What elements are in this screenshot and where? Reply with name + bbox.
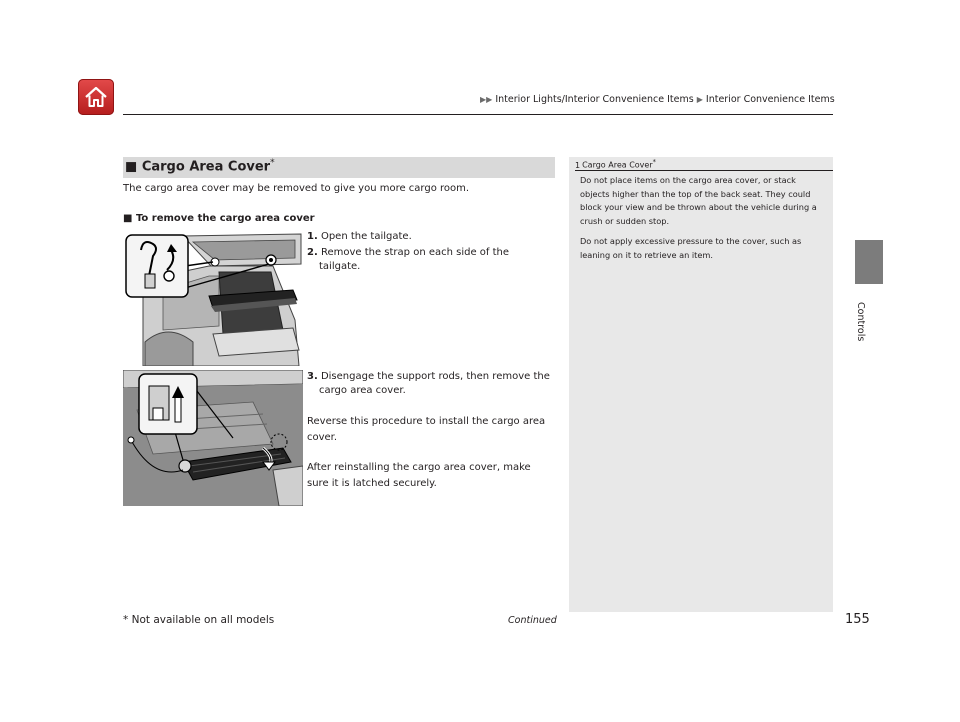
section-title — [125, 158, 275, 174]
step-number: 1. — [307, 231, 318, 242]
tailgate-strap-illustration — [123, 230, 303, 366]
section-title-mark: * — [270, 158, 275, 168]
note-heading — [575, 158, 833, 170]
intro-text: The cargo area cover may be removed to give you more cargo room. — [123, 183, 470, 194]
steps-group-1 — [307, 230, 552, 276]
breadcrumb-arrow-icon: ▶▶ — [480, 95, 493, 104]
note-paragraph: Do not apply excessive pressure to the cover, such as leaning on it to retrieve an item. — [580, 236, 802, 260]
home-button[interactable] — [78, 79, 114, 115]
chapter-tab-marker — [855, 240, 883, 284]
chapter-tab-label[interactable]: Controls — [855, 302, 866, 342]
subheading-text: To remove the cargo area cover — [135, 213, 315, 224]
home-icon — [83, 84, 109, 110]
continued-label: Continued — [508, 615, 557, 626]
steps-group-2 — [307, 370, 552, 400]
step-2 — [307, 246, 552, 274]
breadcrumb-current: Interior Convenience Items — [705, 94, 835, 105]
note-title[interactable]: Cargo Area Cover — [582, 160, 653, 170]
subheading — [123, 213, 315, 224]
breadcrumb-arrow-icon: ▶ — [696, 95, 703, 104]
header-divider — [123, 114, 833, 115]
note-reference-icon: 1 — [575, 160, 581, 170]
footnote: * Not available on all models — [123, 614, 275, 626]
step-1 — [307, 230, 552, 244]
section-bullet-icon: ■ — [125, 159, 138, 175]
step-text: Disengage the support rods, then remove the cargo area cover. — [319, 371, 550, 396]
step-number: 3. — [307, 371, 318, 382]
subheading-bullet-icon: ■ — [123, 213, 133, 224]
section-title-text: Cargo Area Cover — [141, 159, 271, 175]
step-number: 2. — [307, 247, 318, 258]
reverse-procedure-text: Reverse this procedure to install the cargo area cover. — [307, 416, 546, 443]
note-divider — [575, 170, 833, 171]
page-number: 155 — [845, 612, 870, 627]
note-paragraph: Do not place items on the cargo area cover, or stack objects higher than the top of the back seat. They could block your view and be thrown about the vehicle during a crush or sudden stop. — [580, 175, 817, 226]
breadcrumb — [480, 94, 835, 105]
step-text: Open the tailgate. — [320, 231, 412, 242]
step-3 — [307, 370, 552, 398]
note-title-mark: * — [652, 158, 656, 166]
reinstall-note-text: After reinstalling the cargo area cover, make sure it is latched securely. — [307, 462, 531, 489]
support-rod-illustration — [123, 370, 303, 506]
note-body — [580, 174, 825, 269]
step-text: Remove the strap on each side of the tailgate. — [319, 247, 510, 272]
breadcrumb-parent[interactable]: Interior Lights/Interior Convenience Items — [495, 94, 694, 105]
